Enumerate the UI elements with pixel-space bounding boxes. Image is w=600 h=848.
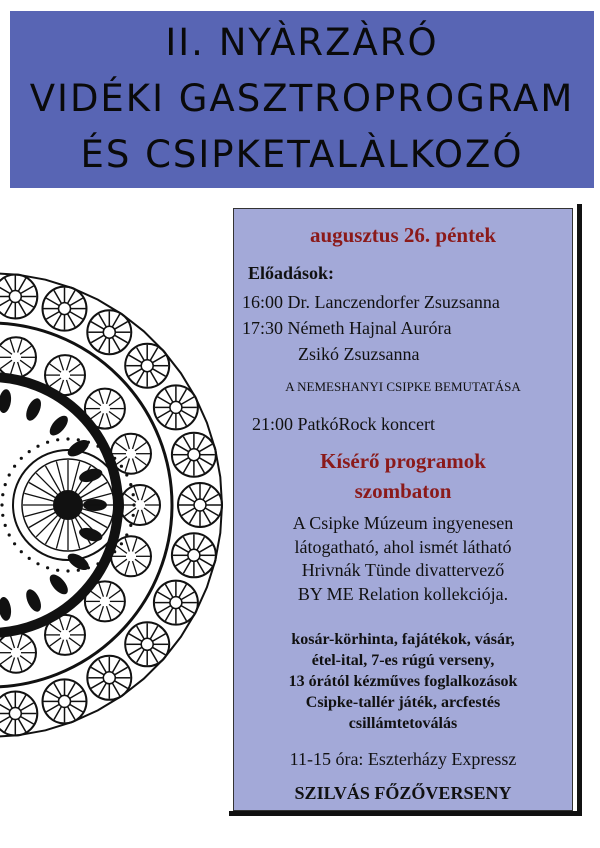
- side-programs-heading: [234, 446, 572, 506]
- museum-info: [234, 512, 572, 606]
- museum-line: Hrivnák Tünde divattervező: [301, 560, 505, 580]
- event-date: augusztus 26. péntek: [309, 223, 497, 247]
- lecture-item: 16:00 Dr. Lanczendorfer Zsuzsanna: [242, 292, 500, 312]
- lace-demo: A NEMESHANYI CSIPKE BEMUTATÁSA: [285, 379, 521, 394]
- activity-line: 13 órától kézműves foglalkozások: [288, 673, 518, 690]
- activity-line: Csipke-tallér játék, arcfestés: [305, 694, 501, 711]
- title-banner: [10, 11, 594, 188]
- express-train: 11-15 óra: Eszterházy Expressz: [289, 749, 517, 769]
- activity-line: csillámtetoválás: [348, 715, 458, 732]
- side-heading-line: szombaton: [354, 479, 452, 503]
- lectures-heading: Előadások:: [248, 263, 335, 283]
- lace-ornament-icon: [0, 200, 240, 840]
- activity-line: étel-ital, 7-es rúgú verseny,: [311, 652, 495, 669]
- activities: [234, 629, 572, 734]
- side-heading-line: Kísérő programok: [320, 449, 486, 473]
- lecture-item: Zsikó Zsuzsanna: [298, 344, 420, 364]
- title-line-1: II. NYÀRZÀRÓ: [165, 21, 439, 64]
- museum-line: BY ME Relation kollekciója.: [297, 583, 509, 604]
- lecture-item: 17:30 Németh Hajnal Auróra: [242, 318, 452, 338]
- activity-line: kosár-körhinta, fajátékok, vásár,: [291, 631, 515, 648]
- program-panel: [233, 208, 573, 811]
- title-line-2: VIDÉKI GASZTROPROGRAM: [29, 77, 575, 120]
- museum-line: látogatható, ahol ismét látható: [294, 536, 512, 557]
- museum-line: A Csipke Múzeum ingyenesen: [292, 513, 514, 533]
- title-line-3: ÉS CSIPKETALÀLKOZÓ: [80, 133, 524, 176]
- concert: 21:00 PatkóRock koncert: [252, 414, 435, 434]
- cooking-contest: SZILVÁS FŐZŐVERSENY: [294, 783, 512, 803]
